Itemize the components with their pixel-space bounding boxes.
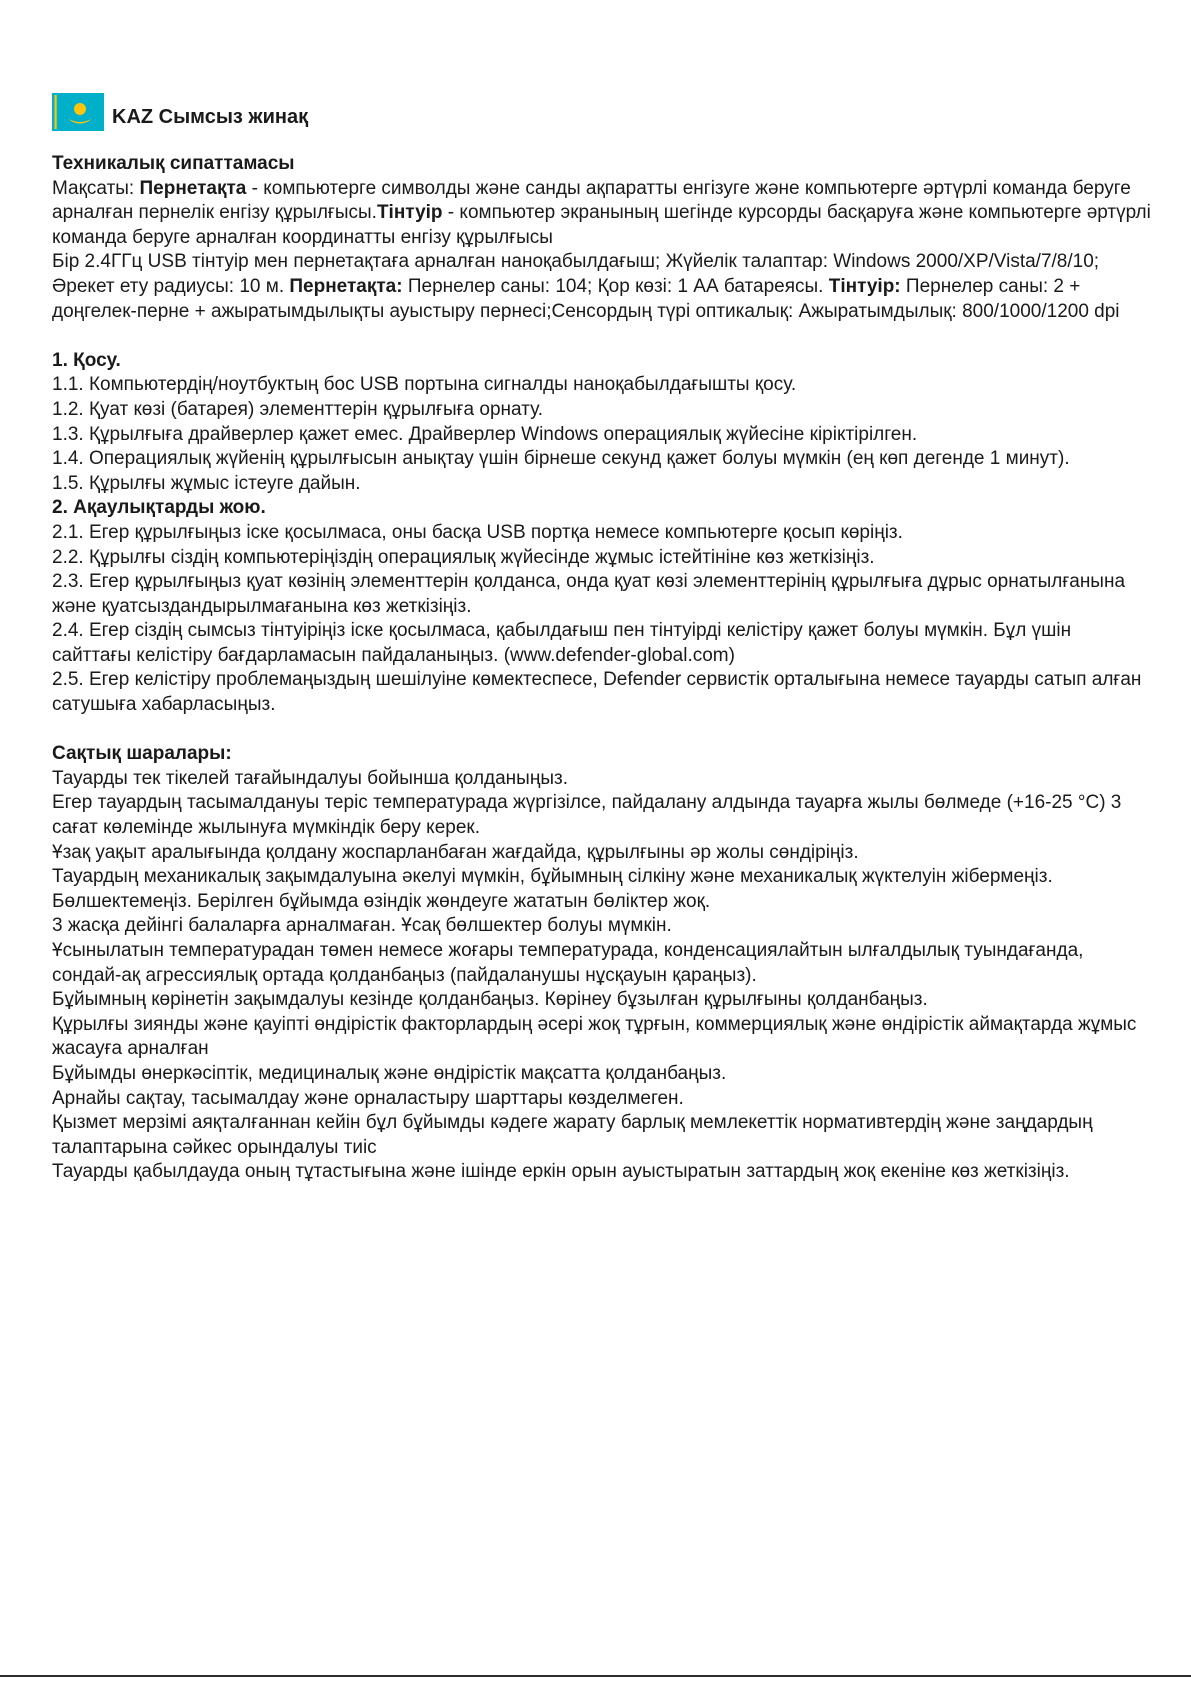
specs-details (52, 250, 1152, 324)
list-item: Қызмет мерзімі аяқталғаннан кейін бұл бұйымды кәдеге жарату барлық мемлекеттік нормативтердің және заңдардың талаптарына сәйкес орындалуы тиіс (52, 1112, 1093, 1158)
connect-heading: 1. Қосу. (52, 349, 121, 371)
specs-section (52, 152, 1152, 324)
list-item: 2.1. Егер құрылғыңыз іске қосылмаса, оны басқа USB портқа немесе компьютерге қосып көріңіз. (52, 521, 903, 543)
list-item: 2.5. Егер келістіру проблемаңыздың шешілуіне көмектеспесе, Defender сервистік орталығына немесе тауарды сатып алған сатушыға хабарласыңыз. (52, 669, 1142, 716)
list-item: Ұзақ уақыт аралығында қолдану жоспарланбаған жағдайда, құрылғыны әр жолы сөндіріңіз. (52, 841, 859, 863)
list-item: Тауарды қабылдауда оның тұтастығына және ішінде еркін орын ауыстыратын заттардың жоқ екеніне көз жеткізіңіз. (52, 1161, 1070, 1183)
list-item: 1.5. Құрылғы жұмыс істеуге дайын. (52, 472, 361, 494)
list-item: Бұйымды өнеркәсіптік, медициналық және өндірістік мақсатта қолданбаңыз. (52, 1062, 727, 1084)
list-item: Арнайы сақтау, тасымалдау және орналастыру шарттары көзделмеген. (52, 1087, 684, 1109)
document-page (52, 92, 1152, 1185)
list-item: Бұйымның көрінетін зақымдалуы кезінде қолданбаңыз. Көрінеу бұзылған құрылғыны қолданбаңыз. (52, 989, 928, 1011)
safety-section (52, 742, 1152, 1185)
list-item: Егер тауардың тасымалдануы теріс температурада жүргізілсе, пайдалану алдында тауарға жылы бөлмеде (+16-25 °С) 3 сағат көлемінде жылынуға мүмкіндік беру керек. (52, 792, 1122, 839)
specs-heading: Техникалық сипаттамасы (52, 153, 295, 174)
document-header (52, 92, 1152, 132)
list-item: Құрылғы зиянды және қауіпті өндірістік факторлардың әсері жоқ тұрғын, коммерциялық және өндірістік аймақтарда жұмыс жасауға арналған (52, 1013, 1137, 1060)
kazakhstan-flag-icon (52, 93, 104, 131)
list-item: Тауарды тек тікелей тағайындалуы бойынша қолданыңыз. (52, 767, 568, 789)
mouse-term: Тінтуір (376, 202, 443, 224)
list-item: Тауардың механикалық зақымдалуына әкелуі мүмкін, бұйымның сілкіну және механикалық жүктелуін жібермеңіз. (52, 866, 1053, 888)
list-item: 2.3. Егер құрылғыңыз қуат көзінің элементтерін қолданса, онда қуат көзі элементтерінің құрылғыға дұрыс орнатылғанына және қуатсыздандырылмағанына көз жеткізіңіз. (52, 571, 1126, 617)
list-item: Бөлшектемеңіз. Берілген бұйымда өзіндік жөндеуге жататын бөліктер жоқ. (52, 890, 711, 912)
troubleshoot-heading: 2. Ақаулықтарды жою. (52, 497, 266, 519)
list-item: 2.2. Құрылғы сіздің компьютеріңіздің операциялық жүйесінде жұмыс істейтініне көз жеткізіңіз. (52, 546, 875, 568)
mouse-specs-label: Тінтуір: (828, 275, 901, 297)
purpose-label: Мақсаты: (52, 177, 140, 199)
keyboard-term: Пернетақта (139, 177, 247, 199)
keyboard-description: - компьютерге символды және санды ақпаратты енгізуге және компьютерге әртүрлі команда беруге арналған пернелік енгізу құрылғысы. (52, 177, 1131, 224)
list-item: 2.4. Егер сіздің сымсыз тінтуіріңіз іске қосылмаса, қабылдағыш пен тінтуірді келістіру қажет болуы мүмкін. Бұл үшін сайттағы келістіру бағдарламасын пайдаланыңыз. (www.defender-global.com) (52, 620, 1072, 666)
list-item: 3 жасқа дейінгі балаларға арналмаған. Ұсақ бөлшектер болуы мүмкін. (52, 915, 672, 937)
keyboard-specs-label: Пернетақта: (289, 275, 403, 297)
mouse-specs: Пернелер саны: 2 + доңгелек-перне + ажыратымдылықты ауыстыру пернесі;Сенсордың түрі оптикалық: Ажыратымдылық: 800/1000/1200 dpi (52, 275, 1120, 322)
document-title: KAZ Сымсыз жинақ (112, 105, 309, 128)
list-item: 1.4. Операциялық жүйенің құрылғысын анықтау үшін бірнеше секунд қажет болуы мүмкін (ең көп дегенде 1 минут). (52, 448, 1070, 470)
mouse-description: - компьютер экранының шегінде курсорды басқаруға және компьютерге әртүрлі команда беруге арналған координатты енгізу құрылғысы (52, 202, 1151, 248)
connect-section (52, 349, 1152, 497)
receiver-specs: Бір 2.4ГГц USB тінтуір мен пернетақтаға арналған наноқабылдағыш; Жүйелік талаптар: Windows 2000/XP/Vista/7/8/10; Әрекет ету радиусы: 10 м. (52, 251, 1100, 297)
safety-heading: Сақтық шаралары: (52, 743, 232, 765)
keyboard-specs: Пернелер саны: 104; Қор көзі: 1 АА батареясы. (402, 275, 829, 297)
troubleshoot-section (52, 496, 1152, 717)
list-item: 1.2. Қуат көзі (батарея) элементтерін құрылғыға орнату. (52, 398, 543, 420)
page-bottom-divider (0, 1675, 1191, 1677)
list-item: 1.1. Компьютердің/ноутбуктың бос USB портына сигналды наноқабылдағышты қосу. (52, 374, 797, 396)
list-item: Ұсынылатын температурадан төмен немесе жоғары температурада, конденсациялайтын ылғалдылық туындағанда, сондай-ақ агрессиялық ортада қолданбаңыз (пайдаланушы нұсқауын қараңыз). (52, 940, 1084, 986)
list-item: 1.3. Құрылғыға драйверлер қажет емес. Драйверлер Windows операциялық жүйесіне кіріктірілген. (52, 423, 918, 445)
specs-purpose (52, 177, 1152, 251)
